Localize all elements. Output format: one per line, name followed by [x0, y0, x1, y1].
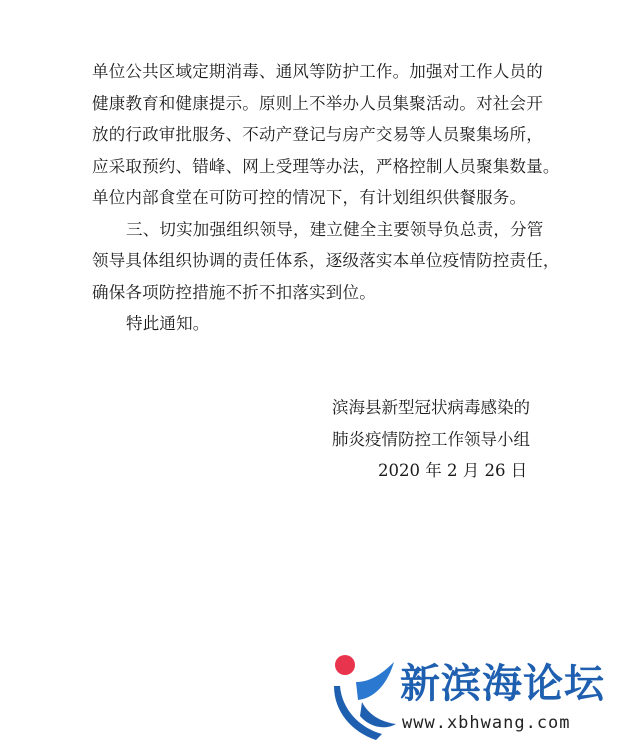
watermark-title: 新滨海论坛 — [400, 661, 605, 707]
site-watermark — [330, 640, 630, 749]
body-line: 领导具体组织协调的责任体系，逐级落实本单位疫情防控责任， — [92, 251, 560, 270]
forum-logo-icon — [330, 648, 402, 740]
watermark-url: www.xbhwang.com — [402, 713, 571, 733]
closing-notice: 特此通知。 — [126, 314, 210, 333]
signature-org-line2: 肺炎疫情防控工作领导小组 — [332, 429, 530, 449]
body-line: 单位公共区域定期消毒、通风等防护工作。加强对工作人员的 — [92, 62, 543, 81]
body-line: 健康教育和健康提示。原则上不举办人员集聚活动。对社会开 — [92, 93, 543, 113]
document-body — [92, 56, 562, 340]
body-line: 确保各项防控措施不折不扣落实到位。 — [92, 282, 376, 302]
paragraph-three-start: 三、切实加强组织领导，建立健全主要领导负总责，分管 — [126, 219, 544, 239]
body-line: 放的行政审批服务、不动产登记与房产交易等人员聚集场所， — [92, 125, 543, 144]
body-line: 单位内部食堂在可防可控的情况下，有计划组织供餐服务。 — [92, 188, 527, 207]
signature-org-line1: 滨海县新型冠状病毒感染的 — [332, 398, 530, 417]
signature-date: 2020 年 2 月 26 日 — [378, 461, 528, 480]
body-line: 应采取预约、错峰、网上受理等办法，严格控制人员聚集数量。 — [92, 156, 560, 176]
